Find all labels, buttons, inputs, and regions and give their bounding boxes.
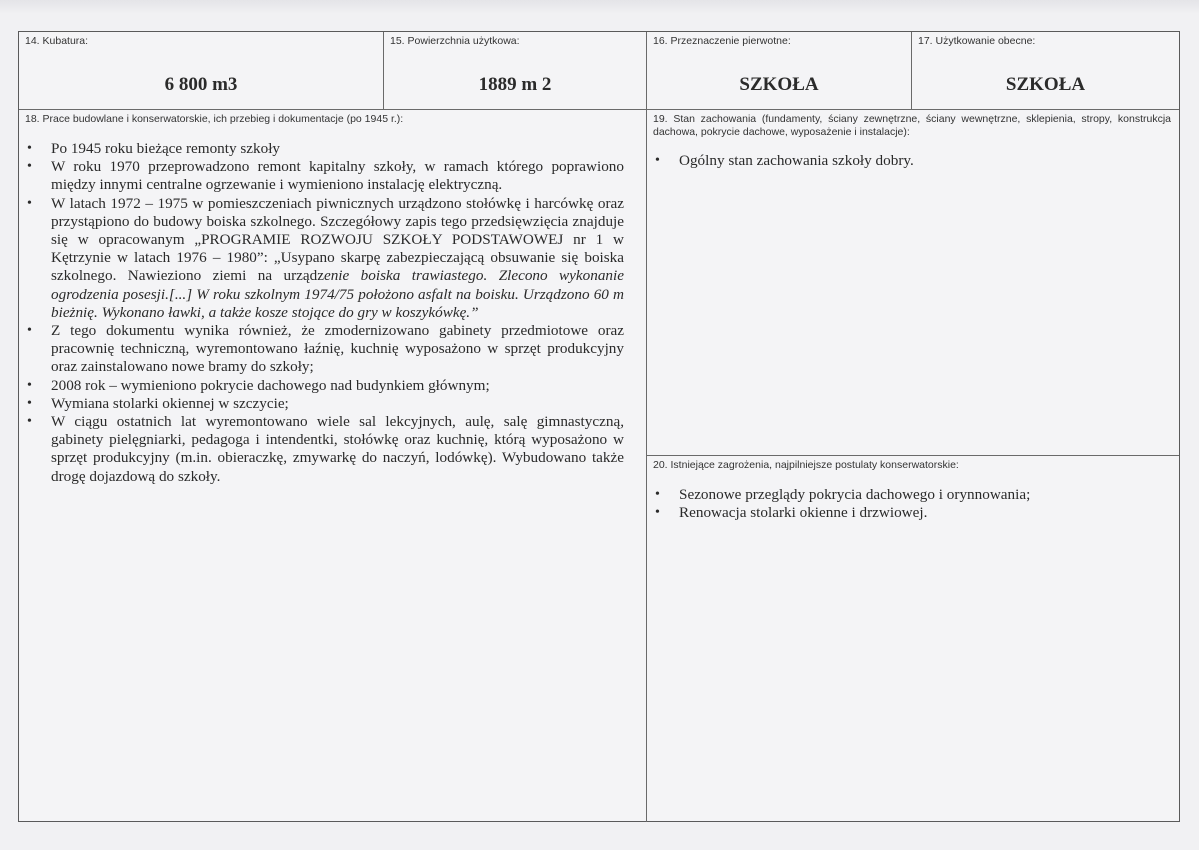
list-item: • Sezonowe przeglądy pokrycia dachowego i orynnowania;: [647, 486, 1167, 504]
list-item: [19, 195, 624, 322]
field-17-value: SZKOŁA: [1005, 74, 1086, 95]
list-item: • W roku 1970 przeprowadzono remont kapitalny szkoły, w ramach którego poprawiono między innymi centralne ogrzewanie i wymieniono instalację elektryczną.: [19, 158, 624, 194]
field-19-stan-zachowania: [647, 110, 1179, 455]
field-14-value: 6 800 m3: [164, 74, 238, 95]
field-14-kubatura: [19, 32, 383, 109]
list-item: • Ogólny stan zachowania szkoły dobry.: [647, 152, 1167, 170]
field-20-list: [647, 486, 1167, 522]
field-18-list: [19, 140, 624, 486]
list-item-quote: enie boiska trawiastego. Zlecono wykonanie ogrodzenia posesji.[...] W roku szkolnym 1974/75 położono asfalt na boisku. Urządzono 60 m bieżnię. Wykonano ławki, a także kosze stojące do gry w koszykówkę.”: [51, 267, 624, 321]
field-18-label: 18. Prace budowlane i konserwatorskie, ich przebieg i dokumentacje (po 1945 r.):: [25, 113, 404, 125]
field-17-label: 17. Użytkowanie obecne:: [918, 35, 1036, 47]
list-item-text: W latach 1972 – 1975 w pomieszczeniach piwnicznych urządzono stołówkę i harcówkę oraz przystąpiono do budowy boiska szkolnego. Szczegółowy zapis tego przedsięwzięcia znajduje się w opracowanym „PROGRAMIE ROZWOJU SZKOŁY PODSTAWOWEJ nr 1 w Kętrzynie w latach 1976 – 1980”: „Usypano skarpę zabezpieczającą obsuwanie się boiska szkolnego. Nawieziono ziemi na urządz: [51, 194, 624, 285]
field-20-zagrozenia: [647, 456, 1179, 822]
field-16-przeznaczenie: [647, 32, 911, 109]
field-17-uzytkowanie: [912, 32, 1179, 109]
field-14-label: 14. Kubatura:: [25, 35, 89, 47]
field-19-label: 19. Stan zachowania (fundamenty, ściany zewnętrzne, ściany wewnętrzne, sklepienia, stropy, konstrukcja dachowa, pokrycie dachowe, wyposażenie i instalacje):: [653, 113, 1171, 138]
field-18-prace: [19, 110, 646, 822]
form-table: [18, 31, 1180, 822]
field-15-powierzchnia: [384, 32, 646, 109]
field-15-label: 15. Powierzchnia użytkowa:: [390, 35, 520, 47]
list-item: • Po 1945 roku bieżące remonty szkoły: [19, 140, 624, 158]
page-edge: [0, 0, 1199, 14]
field-16-value: SZKOŁA: [739, 74, 819, 95]
list-item: • Renowacja stolarki okienne i drzwiowej.: [647, 504, 1167, 522]
field-16-label: 16. Przeznaczenie pierwotne:: [653, 35, 791, 47]
list-item: • W ciągu ostatnich lat wyremontowano wiele sal lekcyjnych, aulę, salę gimnastyczną, gabinety pielęgniarki, pedagoga i intendentki, stołówkę oraz kuchnię, którą wyposażono w sprzęt produkcyjny (m.in. obieraczkę, zmywarkę do naczyń, lodówkę). Wybudowano także drogę dojazdową do szkoły.: [19, 413, 624, 486]
list-item: • 2008 rok – wymieniono pokrycie dachowego nad budynkiem głównym;: [19, 377, 624, 395]
field-20-label: 20. Istniejące zagrożenia, najpilniejsze postulaty konserwatorskie:: [653, 459, 959, 471]
list-item: • Wymiana stolarki okiennej w szczycie;: [19, 395, 624, 413]
field-19-list: [647, 152, 1167, 170]
field-15-value: 1889 m 2: [478, 74, 552, 95]
list-item: • Z tego dokumentu wynika również, że zmodernizowano gabinety przedmiotowe oraz pracownię techniczną, wyremontowano łaźnię, kuchnię wyposażono w sprzęt produkcyjny oraz zainstalowano nowe bramy do szkoły;: [19, 322, 624, 377]
